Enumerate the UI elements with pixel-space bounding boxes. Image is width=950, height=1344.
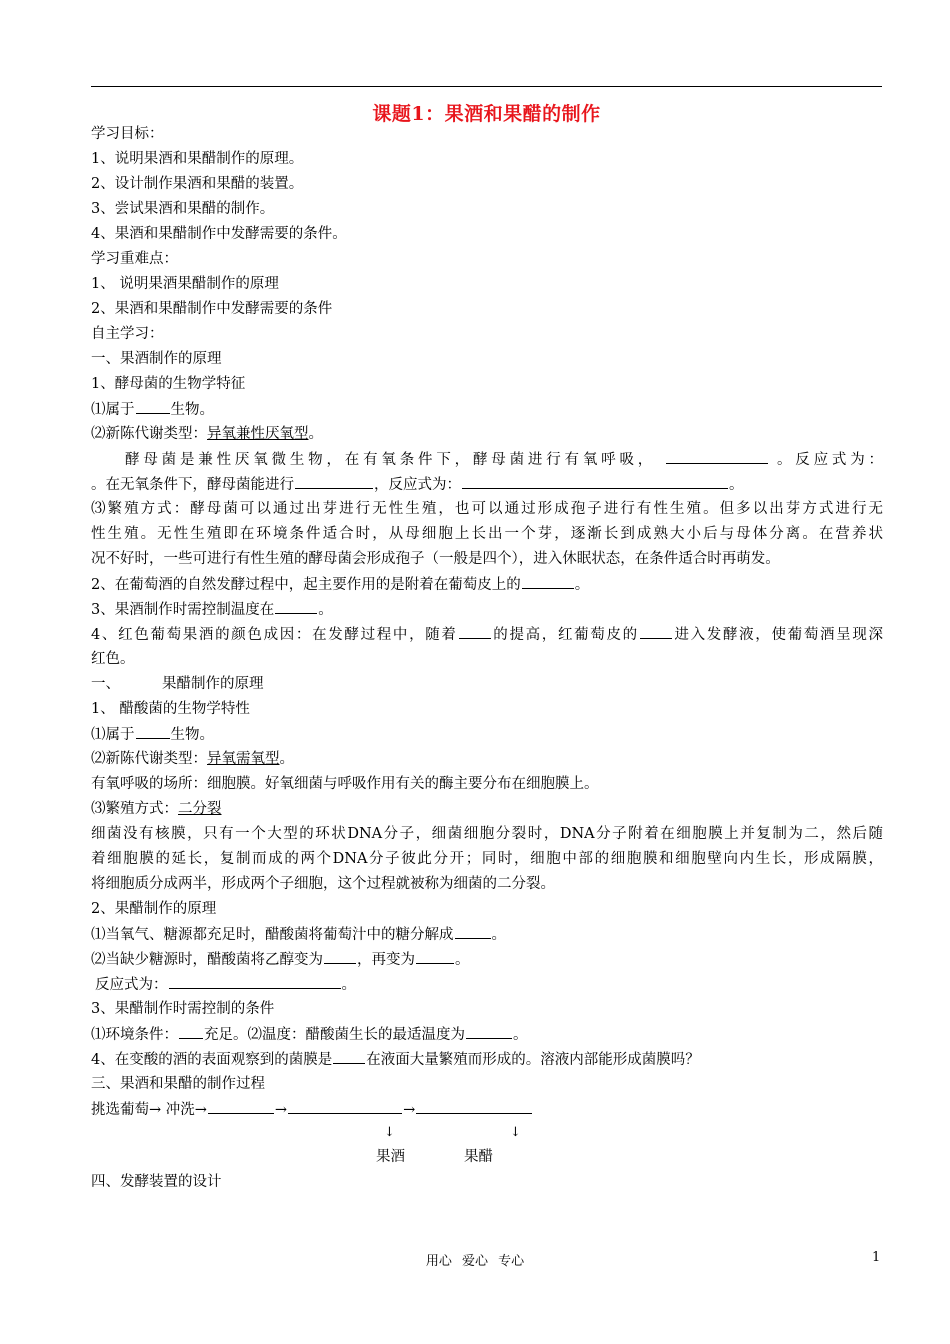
fission-para-3: 将细胞质分成两半，形成两个子细胞，这个过程就被称为细菌的二分裂。 <box>91 876 555 892</box>
self-study-heading: 自主学习： <box>91 326 164 342</box>
fill-blank[interactable] <box>455 924 491 939</box>
vinegar-label: 果醋 <box>464 1149 493 1165</box>
acetobacter-metabolism <box>91 749 294 769</box>
question-text: 。 <box>318 602 333 618</box>
section-title: 果醋制作的原理 <box>162 676 264 692</box>
question-text: 。 <box>729 477 744 493</box>
question-text: 酵母菌是兼性厌氧微生物，在有氧条件下，酵母菌进行有氧呼吸， <box>125 452 657 468</box>
key-point-1: 1、 说明果酒果醋制作的原理 <box>91 276 279 292</box>
fill-blank[interactable] <box>179 1024 203 1039</box>
ethanol-question <box>91 949 470 970</box>
respiration-site: 有氧呼吸的场所：细胞膜。好氧细菌与呼吸作用有关的酶主要分布在细胞膜上。 <box>91 776 599 792</box>
process-heading: 三、果酒和果醋的制作过程 <box>91 1076 265 1092</box>
fill-blank[interactable] <box>466 1024 512 1039</box>
anaerobic-line <box>91 474 744 495</box>
question-text: 充足。⑵温度：醋酸菌生长的最适温度为 <box>204 1027 465 1043</box>
question-text: 。 <box>513 1027 528 1043</box>
fill-blank[interactable] <box>136 724 170 739</box>
question-text: ⑶繁殖方式： <box>91 801 178 817</box>
sugar-question <box>91 924 506 945</box>
fill-blank[interactable] <box>324 949 356 964</box>
color-question <box>91 624 883 645</box>
key-point-2: 2、果酒和果醋制作中发酵需要的条件 <box>91 301 333 317</box>
film-question <box>91 1049 700 1070</box>
reproduction-para-1: ⑶繁殖方式：酵母菌可以通过出芽进行无性生殖，也可以通过形成孢子进行有性生殖。但多以出芽方式进行无 <box>91 501 883 517</box>
fill-blank[interactable] <box>295 474 373 489</box>
question-text: 。 <box>455 952 470 968</box>
question-text: 生物。 <box>170 402 214 418</box>
reproduction-para-3: 况不好时，一些可进行有性生殖的酵母菌会形成孢子（一般是四个），进入休眠状态，在条件适合时再萌发。 <box>91 551 780 567</box>
vinegar-principle-heading: 2、果醋制作的原理 <box>91 901 217 917</box>
conditions-question <box>91 1024 528 1045</box>
goal-4: 4、果酒和果醋制作中发酵需要的条件。 <box>91 226 347 242</box>
fission-para-1: 细菌没有核膜，只有一个大型的环状DNA分子，细菌细胞分裂时，DNA分子附着在细胞膜上并复制为二，然后随 <box>91 826 883 842</box>
fission-para-2: 着细胞膜的延长，复制而成的两个DNA分子彼此分开；同时，细胞中部的细胞膜和细胞壁向内生长，形成隔膜， <box>91 851 883 867</box>
vinegar-conditions-heading: 3、果醋制作时需控制的条件 <box>91 1001 275 1017</box>
question-text: 。 <box>341 977 356 993</box>
fill-blank[interactable] <box>416 949 454 964</box>
acetobacter-heading: 1、 醋酸菌的生物学特性 <box>91 701 250 717</box>
fill-blank[interactable] <box>666 449 768 464</box>
question-text: 4、红色葡萄果酒的颜色成因：在发酵过程中，随着 <box>91 627 458 643</box>
key-points-heading: 学习重难点： <box>91 251 178 267</box>
document-title: 课题1：果酒和果醋的制作 <box>372 103 601 125</box>
yeast-features-heading: 1、酵母菌的生物学特征 <box>91 376 246 392</box>
yeast-type-question <box>91 399 214 420</box>
fill-blank[interactable] <box>169 974 341 989</box>
fill-blank[interactable] <box>459 624 491 639</box>
question-text: 。在无氧条件下，酵母菌能进行 <box>91 477 294 493</box>
question-text: 2、在葡萄酒的自然发酵过程中，起主要作用的是附着在葡萄皮上的 <box>91 577 521 593</box>
fill-blank[interactable] <box>288 1099 402 1114</box>
question-text: 反应式为： <box>95 977 168 993</box>
question-text: ⑵新陈代谢类型： <box>91 751 207 767</box>
question-text: ⑵当缺少糖源时，醋酸菌将乙醇变为 <box>91 952 323 968</box>
header-rule <box>91 86 882 87</box>
grape-question <box>91 574 589 595</box>
acetobacter-reproduction <box>91 799 222 819</box>
yeast-metabolism <box>91 424 323 444</box>
question-text: 。 <box>491 927 506 943</box>
question-text: 4、在变酸的酒的表面观察到的菌膜是 <box>91 1052 333 1068</box>
question-text: 。 <box>308 426 323 442</box>
question-text: 在液面大量繁殖而形成的。溶液内部能形成菌膜吗？ <box>366 1052 700 1068</box>
process-flow <box>91 1099 533 1120</box>
section-vinegar-principle <box>91 674 264 694</box>
page-number: 1 <box>872 1250 881 1265</box>
flow-arrow: → <box>274 1102 288 1118</box>
fill-blank[interactable] <box>640 624 672 639</box>
question-text: 3、果酒制作时需控制温度在 <box>91 602 275 618</box>
goal-1: 1、说明果酒和果醋制作的原理。 <box>91 151 304 167</box>
question-text: ，再变为 <box>357 952 415 968</box>
question-text: 。 <box>279 751 294 767</box>
fill-blank[interactable] <box>208 1099 274 1114</box>
question-text: ，反应式为： <box>374 477 461 493</box>
reproduction-para-2: 性生殖。无性生殖即在环境条件适合时，从母细胞上长出一个芽，逐渐长到成熟大小后与母体分离。在营养状 <box>91 526 883 542</box>
question-text: 的提高，红葡萄皮的 <box>491 627 639 643</box>
down-arrow-icon: ↓ <box>510 1125 521 1140</box>
learning-goals-heading: 学习目标： <box>91 126 164 142</box>
underlined-answer: 异氧需氧型 <box>207 751 280 767</box>
yeast-respiration-line <box>125 449 883 470</box>
flow-start: 挑选葡萄→ 冲洗→ <box>91 1102 207 1118</box>
temperature-question <box>91 599 333 620</box>
section-number: 一、 <box>91 676 120 692</box>
fill-blank[interactable] <box>462 474 728 489</box>
fill-blank[interactable] <box>275 599 317 614</box>
underlined-answer: 二分裂 <box>178 801 222 817</box>
question-text: ⑵新陈代谢类型： <box>91 426 207 442</box>
fill-blank[interactable] <box>136 399 170 414</box>
question-text: 。 <box>574 577 590 593</box>
question-text: ⑴环境条件： <box>91 1027 178 1043</box>
flow-arrow: → <box>403 1102 416 1118</box>
color-question-end: 红色。 <box>91 651 135 667</box>
fill-blank[interactable] <box>333 1049 365 1064</box>
underlined-answer: 异氧兼性厌氧型 <box>207 426 309 442</box>
fill-blank[interactable] <box>416 1099 532 1114</box>
question-text: ⑴属于 <box>91 402 135 418</box>
device-design-heading: 四、发酵装置的设计 <box>91 1174 222 1190</box>
question-text: 进入发酵液，使葡萄酒呈现深 <box>672 627 883 643</box>
question-text: 。反应式为： <box>776 452 884 468</box>
wine-label: 果酒 <box>376 1149 405 1165</box>
down-arrow-icon: ↓ <box>384 1125 395 1140</box>
fill-blank[interactable] <box>522 574 574 589</box>
question-text: 生物。 <box>170 727 214 743</box>
reaction-question <box>95 974 356 995</box>
section-wine-principle: 一、果酒制作的原理 <box>91 351 222 367</box>
question-text: ⑴当氧气、糖源都充足时，醋酸菌将葡萄汁中的糖分解成 <box>91 927 454 943</box>
goal-2: 2、设计制作果酒和果醋的装置。 <box>91 176 304 192</box>
question-text: ⑴属于 <box>91 727 135 743</box>
page-footer: 用心 爱心 专心 <box>425 1254 525 1269</box>
acetobacter-type-question <box>91 724 214 745</box>
goal-3: 3、尝试果酒和果醋的制作。 <box>91 201 275 217</box>
